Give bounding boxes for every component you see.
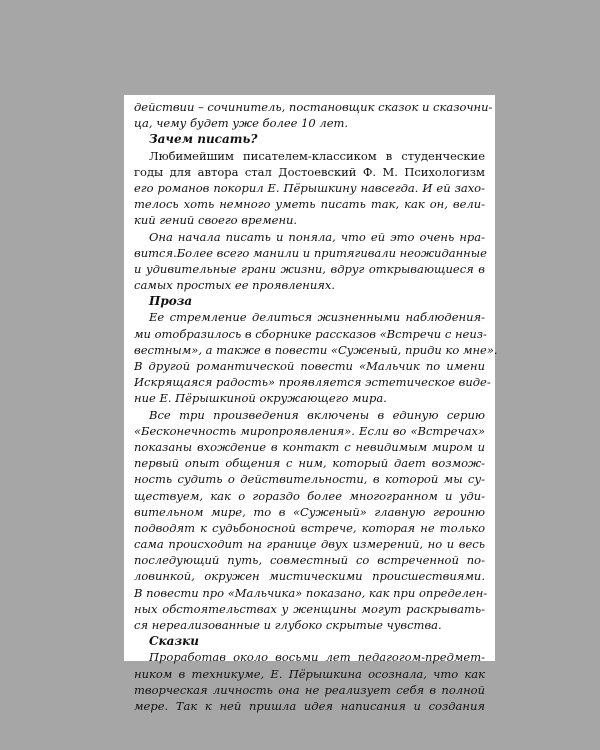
text-line: ществуем, как о гораздо более многогранном и уди- xyxy=(134,488,485,503)
text-line: ца, чему будет уже более 10 лет. xyxy=(134,116,349,131)
text-line: Искрящаяся радость» проявляется эстетическое виде- xyxy=(134,375,491,390)
text-line: показаны вхождение в контакт с невидимым миром и xyxy=(134,439,485,454)
text-line: телось хоть немного уметь писать так, как он, вели- xyxy=(134,197,485,212)
text-line: его романов покорил Е. Пёрышкину навсегда. И ей захо- xyxy=(134,180,485,195)
text-line: и удивительные грани жизни, вдруг открывающиеся в xyxy=(134,261,485,276)
text-line: кий гений своего времени. xyxy=(134,213,298,228)
text-line: ником в техникуме, Е. Пёрышкина осознала, что как xyxy=(134,666,485,681)
text-line: сама происходит на границе двух измерений, но и весь xyxy=(134,537,485,552)
text-line: творческая личность она не реализует себя в полной xyxy=(134,682,485,697)
text-line: вится.Более всего манили и притягивали неожиданные xyxy=(134,245,487,260)
text-line: ность судить о действительности, в которой мы су- xyxy=(134,472,485,487)
text-line: ние Е. Пёрышкиной окружающего мира. xyxy=(134,391,387,406)
text-line: ми отобразилось в сборнике рассказов «Встречи с неиз- xyxy=(134,326,487,341)
text-line: ловинкой, окружен мистическими происшествиями. xyxy=(134,569,485,584)
section-heading: Сказки xyxy=(149,634,199,649)
text-line: мере. Так к ней пришла идея написания и создания xyxy=(134,698,485,713)
text-line: В повести про «Мальчика» показано, как при определен- xyxy=(134,585,488,600)
text-line: последующий путь, совместный со встреченной по- xyxy=(134,553,485,568)
text-line: Проработав около восьми лет педагогом-предмет- xyxy=(149,650,485,665)
text-line: Она начала писать и поняла, что ей это очень нра- xyxy=(149,229,485,244)
text-line: годы для автора стал Достоевский Ф. М. Психологизм xyxy=(134,164,485,179)
book-page xyxy=(124,95,498,713)
text-line: ных обстоятельствах у женщины могут раскрывать- xyxy=(134,601,485,616)
text-line: В другой романтической повести «Мальчик по имени xyxy=(134,359,485,373)
text-line: Все три произведения включены в единую серию xyxy=(149,407,485,422)
text-line: вестным», а также в повести «Суженый, приди ко мне». xyxy=(134,342,498,357)
text-line: «Бесконечность миропроявления». Если во «Встречах» xyxy=(134,423,485,438)
text-line: самых простых ее проявлениях. xyxy=(134,278,336,293)
text-line: первый опыт общения с ним, который дает возмож- xyxy=(134,456,485,471)
text-line: ся нереализованные и глубоко скрытые чувства. xyxy=(134,618,442,632)
text-line: действии – сочинитель, постановщик сказок и сказочни- xyxy=(134,100,493,114)
text-line: Любимейшим писателем-классиком в студенческие xyxy=(149,148,485,163)
section-heading: Зачем писать? xyxy=(149,132,258,147)
section-heading: Проза xyxy=(149,294,193,309)
text-line: Ее стремление делиться жизненными наблюдения- xyxy=(149,310,485,325)
text-line: подводят к судьбоносной встрече, которая не только xyxy=(134,520,485,535)
text-line: вительном мире, то в «Суженый» главную героиню xyxy=(134,504,485,519)
